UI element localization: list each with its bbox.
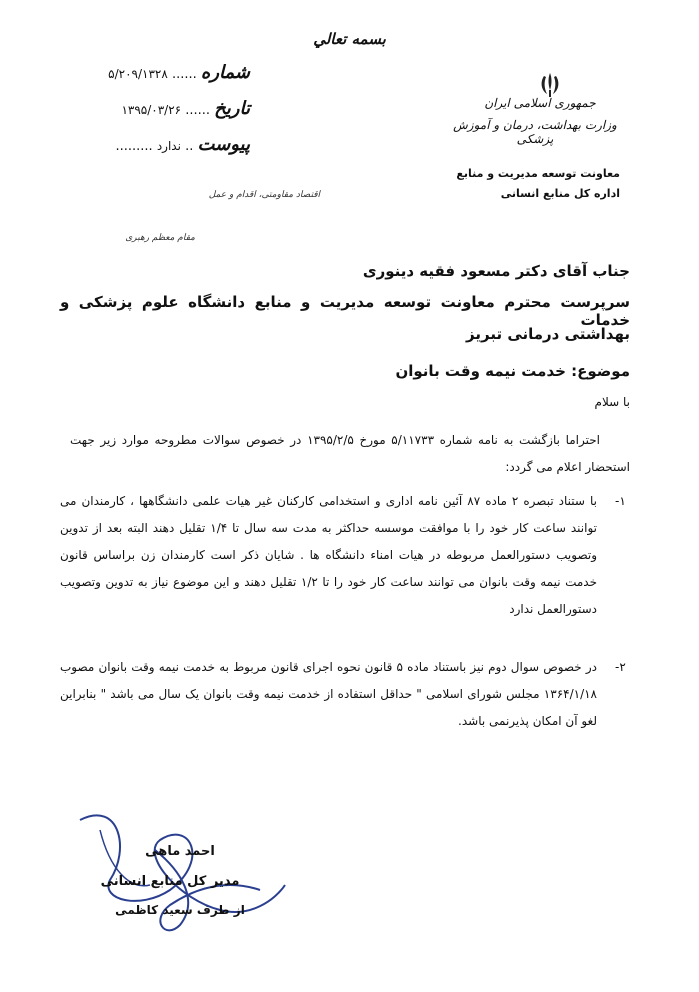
list-item — [60, 488, 635, 623]
attachment-label: پیوست — [197, 134, 250, 155]
list-item — [60, 654, 635, 735]
deputy-title: معاونت توسعه مدیریت و منابع — [456, 167, 620, 180]
intro-paragraph: احتراما بازگشت به نامه شماره ۵/۱۱۷۳۳ مورخ ۱۳۹۵/۲/۵ در خصوص سوالات مطروحه موارد زیر جهت استحضار اعلام می گردد: — [70, 433, 630, 474]
on-behalf-of: از طرف سعید کاظمی — [115, 903, 245, 917]
addressee-org: بهداشتی درمانی تبریز — [466, 325, 630, 343]
letter-attachment: پیوست .. ندارد ......... — [115, 134, 250, 155]
number-value: ۵/۲۰۹/۱۳۲۸ — [108, 67, 168, 81]
slogan-attribution: مقام معظم رهبری — [125, 233, 195, 243]
handwritten-signature-icon — [60, 790, 300, 940]
ministry-line-1: جمهوری اسلامی ایران — [484, 96, 596, 110]
slogan-note: اقتصاد مقاومتی، اقدام و عمل — [208, 190, 320, 200]
list-item-text: با ستناد تبصره ۲ ماده ۸۷ آئین نامه اداری و استخدامی کارکنان غیر هیات علمی دانشگاهها ، کارمندان می توانند ساعت کار خود را با موافقت موسسه حداکثر به مدت سه سال تا ۱/۴ تقلیل دهند البته بعد از تدوین وتصویب دستورالعمل مربوطه در هیات امناء دانشگاه ها . شایان ذکر است کارمندان زن براساس قانون خدمت نیمه وقت بانوان می توانند ساعت کار خود را تا ۱/۲ تقلیل دهند و این موضوع نیاز به تدوین وتصویب دستورالعمل ندارد — [60, 494, 598, 616]
addressee-title: سرپرست محترم معاونت توسعه مدیریت و منابع دانشگاه علوم پزشکی و خدمات — [60, 293, 630, 329]
letter-date: تاریخ ...... ۱۳۹۵/۰۳/۲۶ — [121, 98, 250, 119]
list-item-number: ۲- — [615, 660, 626, 674]
signer-name: احمد ماهی — [145, 844, 215, 859]
ministry-line-2: وزارت بهداشت، درمان و آموزش پزشکی — [453, 118, 617, 146]
attachment-value: ندارد — [156, 139, 181, 153]
bismillah-heading: بسمه تعالي — [313, 30, 386, 48]
letter-subject: موضوع: خدمت نیمه وقت بانوان — [395, 362, 630, 380]
addressee-name: جناب آقای دکتر مسعود فقیه دینوری — [362, 262, 630, 280]
date-value: ۱۳۹۵/۰۳/۲۶ — [121, 103, 182, 117]
number-label: شماره — [200, 62, 250, 83]
signer-title: مدیر کل منابع انسانی — [100, 874, 240, 889]
department-title: اداره کل منابع انسانی — [500, 187, 620, 200]
date-label: تاریخ — [214, 98, 250, 119]
list-item-number: ۱- — [615, 494, 626, 508]
letter-number: شماره ...... ۵/۲۰۹/۱۳۲۸ — [108, 62, 250, 83]
list-item-text: در خصوص سوال دوم نیز باستناد ماده ۵ قانون نحوه اجرای قانون مربوط به خدمت نیمه وقت بانوان مصوب ۱۳۶۴/۱/۱۸ مجلس شورای اسلامی " حداقل استفاده از خدمت نیمه وقت بانوان یک سال می باشد " بنابراین لغو آن امکان پذیرنمی باشد. — [60, 660, 597, 728]
greeting: با سلام — [594, 395, 630, 409]
